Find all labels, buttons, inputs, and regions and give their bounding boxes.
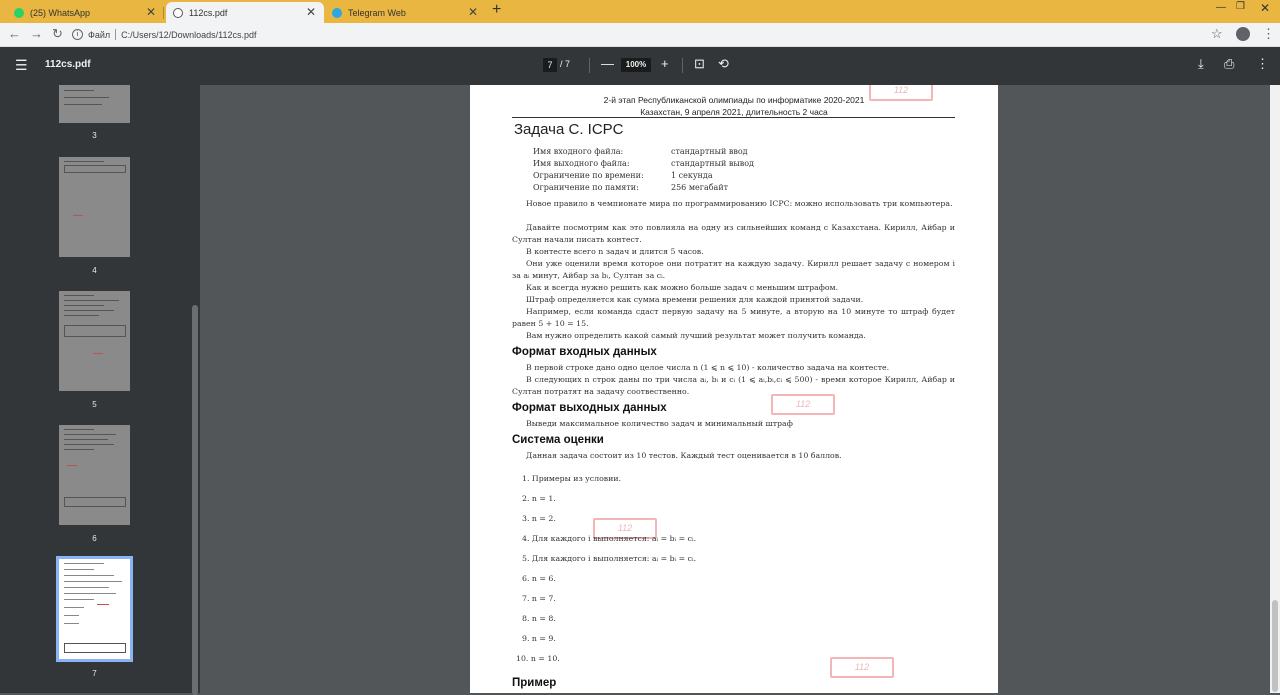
meta-key: Ограничение по памяти: xyxy=(533,183,639,192)
main-scrollbar[interactable] xyxy=(1270,85,1280,693)
profile-avatar[interactable] xyxy=(1236,27,1250,41)
meta-key: Имя входного файла: xyxy=(533,147,624,156)
tab-label: 112cs.pdf xyxy=(189,7,228,18)
statement-paragraph: Штраф определяется как сумма времени решения для каждой принятой задачи. xyxy=(526,295,864,304)
bookmark-star-icon[interactable]: ☆ xyxy=(1211,26,1223,41)
scoring-list-item: 1. Примеры из условии. xyxy=(522,474,622,483)
thumbnail-label: 7 xyxy=(92,669,97,678)
tab-separator xyxy=(163,7,164,19)
toolbar-divider xyxy=(682,58,683,73)
thumbnail-page-5[interactable] xyxy=(59,291,130,391)
whatsapp-icon xyxy=(14,8,24,18)
statement-paragraph: Они уже оценили время которое они потратят на каждую задачу. Кирилл решает задачу с номером i за aᵢ минут, Айбар за bᵢ, Султан за cᵢ. xyxy=(512,259,955,280)
thumbnail-label: 4 xyxy=(92,266,97,275)
thumbnail-page-6[interactable] xyxy=(59,425,130,525)
meta-value: 1 секунда xyxy=(671,171,713,180)
thumbnail-page-4[interactable] xyxy=(59,157,130,257)
watermark-stamp: 112 xyxy=(593,518,657,539)
scoring-list-item: 3. n = 2. xyxy=(522,514,556,523)
example-heading: Пример xyxy=(512,677,557,689)
tab-pdf[interactable] xyxy=(166,2,324,23)
thumbnail-page-7[interactable] xyxy=(59,559,130,659)
toolbar-divider xyxy=(589,58,590,73)
input-format-text: В первой строке дано одно целое числа n (1 ⩽ n ⩽ 10) - количество задача на контесте. xyxy=(526,363,890,372)
restore-button[interactable]: ❐ xyxy=(1236,1,1245,12)
task-title: Задача C. ICPC xyxy=(514,121,624,138)
scoring-list-item: 4. Для каждого i выполняется: aᵢ = bᵢ = cᵢ. xyxy=(522,534,697,543)
scheme-label: Файл xyxy=(88,29,111,40)
globe-icon xyxy=(173,8,183,18)
zoom-out-button[interactable]: — xyxy=(601,56,614,71)
close-tab-icon[interactable]: ✕ xyxy=(467,5,478,19)
tab-strip xyxy=(0,0,1280,23)
tab-whatsapp[interactable] xyxy=(8,2,164,23)
reload-icon[interactable]: ↻ xyxy=(52,26,63,41)
pdf-page xyxy=(470,85,998,693)
zoom-level[interactable]: 100% xyxy=(621,58,651,72)
watermark-stamp: 112 xyxy=(830,657,894,678)
watermark-stamp: 112 xyxy=(869,85,933,101)
meta-value: 256 мегабайт xyxy=(671,183,729,192)
zoom-in-button[interactable]: + xyxy=(661,56,669,71)
thumbnail-label: 3 xyxy=(92,131,97,140)
close-tab-icon[interactable]: ✕ xyxy=(305,5,316,19)
statement-paragraph: В контесте всего n задач и длится 5 часов. xyxy=(526,247,704,256)
tab-label: Telegram Web xyxy=(348,7,406,18)
info-icon[interactable]: i xyxy=(72,29,83,40)
telegram-icon xyxy=(332,8,342,18)
print-icon[interactable]: ⎙ xyxy=(1224,56,1235,71)
page-header-line2: Казахстан, 9 апреля 2021, длительность 2 часа xyxy=(640,107,828,117)
scoring-list-item: 5. Для каждого i выполняется: aᵢ = bᵢ = cᵢ. xyxy=(522,554,697,563)
thumbnail-label: 6 xyxy=(92,534,97,543)
close-tab-icon[interactable]: ✕ xyxy=(145,5,156,19)
watermark-stamp: 112 xyxy=(771,394,835,415)
scoring-list-item: 9. n = 9. xyxy=(522,634,556,643)
input-format-heading: Формат входных данных xyxy=(512,346,657,358)
statement-paragraph: Как и всегда нужно решить как можно больше задач с меньшим штрафом. xyxy=(526,283,839,292)
statement-paragraph: Например, если команда сдаст первую задачу на 5 минуте, а вторую на 10 минуте то штраф будет равен 5 + 10 = 15. xyxy=(512,307,955,328)
statement-paragraph: Вам нужно определить какой самый лучший результат может получить команда. xyxy=(526,331,866,340)
statement-paragraph: Давайте посмотрим как это повлияла на одну из сильнейших команд с Казахстана. Кирилл, Айбар и Султан начали писать контест. xyxy=(512,223,955,244)
meta-key: Имя выходного файла: xyxy=(533,159,630,168)
address-bar[interactable] xyxy=(72,26,1222,43)
output-format-text: Выведи максимальное количество задач и минимальный штраф xyxy=(526,419,793,428)
scoring-text: Данная задача состоит из 10 тестов. Каждый тест оценивается в 10 баллов. xyxy=(526,451,842,460)
thumbnail-label: 5 xyxy=(92,400,97,409)
back-icon[interactable]: ← xyxy=(8,26,21,41)
main-scroll-thumb[interactable] xyxy=(1272,600,1278,692)
url-text[interactable]: C:/Users/12/Downloads/112cs.pdf xyxy=(121,29,257,40)
meta-value: стандартный ввод xyxy=(671,147,748,156)
scoring-list-item: 7. n = 7. xyxy=(522,594,556,603)
sidebar-scroll-thumb[interactable] xyxy=(192,305,198,695)
statement-paragraph: Новое правило в чемпионате мира по программированию ICPC: можно использовать три компьютера. xyxy=(526,199,953,208)
document-title: 112cs.pdf xyxy=(45,59,91,70)
scoring-list-item: 8. n = 8. xyxy=(522,614,556,623)
fit-page-icon[interactable]: ⊡ xyxy=(694,56,705,71)
menu-dots-icon[interactable]: ⋮ xyxy=(1262,26,1275,41)
thumbnail-sidebar xyxy=(0,85,190,693)
header-rule xyxy=(512,117,955,118)
scoring-list-item: 2. n = 1. xyxy=(522,494,556,503)
scoring-list-item: 6. n = 6. xyxy=(522,574,556,583)
thumbnail-page-3[interactable] xyxy=(59,85,130,123)
tab-label: (25) WhatsApp xyxy=(30,7,91,18)
hamburger-menu-icon[interactable]: ☰ xyxy=(15,57,28,73)
close-window-button[interactable]: ✕ xyxy=(1260,1,1271,15)
input-format-text: В следующих n строк даны по три числа aᵢ, bᵢ и cᵢ (1 ⩽ aᵢ,bᵢ,cᵢ ⩽ 500) - время которое Кирилл, Айбар и Султан потратят на задачу соотвественно. xyxy=(512,375,955,396)
browser-toolbar xyxy=(0,23,1280,47)
forward-icon[interactable]: → xyxy=(30,26,43,41)
meta-key: Ограничение по времени: xyxy=(533,171,644,180)
tab-telegram[interactable] xyxy=(326,2,486,23)
address-divider xyxy=(115,29,116,40)
minimize-button[interactable]: — xyxy=(1216,2,1226,13)
more-options-icon[interactable]: ⋮ xyxy=(1256,56,1269,71)
rotate-icon[interactable]: ⟲ xyxy=(718,56,729,71)
output-format-heading: Формат выходных данных xyxy=(512,402,667,414)
pdf-toolbar xyxy=(0,47,1280,85)
sidebar-scrollbar[interactable] xyxy=(190,85,200,693)
meta-value: стандартный вывод xyxy=(671,159,754,168)
new-tab-button[interactable]: + xyxy=(492,1,502,18)
page-header-line1: 2-й этап Республиканской олимпиады по информатике 2020-2021 xyxy=(603,95,865,105)
page-number-input[interactable]: 7 xyxy=(543,58,557,72)
scoring-heading: Система оценки xyxy=(512,434,604,446)
download-icon[interactable]: ⤓ xyxy=(1198,56,1204,71)
scoring-list-item: 10. n = 10. xyxy=(516,654,560,663)
page-total: / 7 xyxy=(560,59,571,69)
